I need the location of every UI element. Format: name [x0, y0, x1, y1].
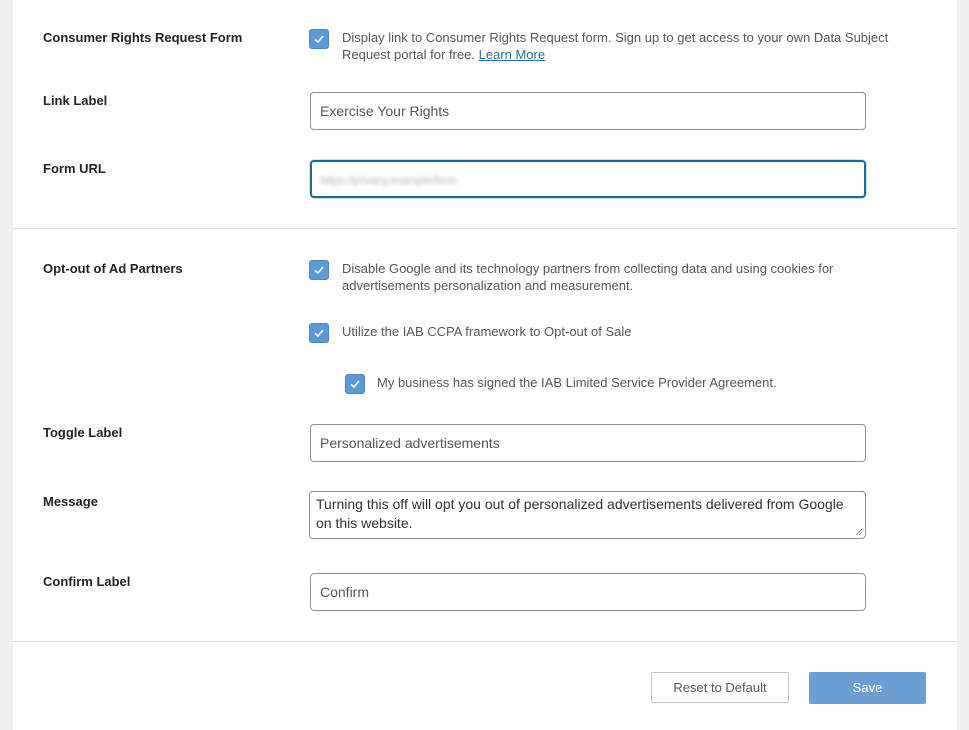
toggle-label-label: Toggle Label	[43, 425, 123, 440]
disable-google-text: Disable Google and its technology partners from collecting data and using cookies for advertisements personalization and measurement.	[342, 261, 834, 293]
section-divider	[13, 228, 957, 229]
iab-lspa-checkbox[interactable]	[345, 374, 365, 394]
message-textarea[interactable]	[309, 491, 866, 539]
message-label: Message	[43, 494, 98, 509]
toggle-label-input[interactable]: Personalized advertisements	[310, 424, 866, 462]
consumer-rights-label: Consumer Rights Request Form	[43, 30, 243, 45]
disable-google-checkbox[interactable]	[309, 260, 329, 280]
message-value: Turning this off will opt you out of personalized advertisements delivered from Google on this website.	[316, 496, 844, 531]
iab-ccpa-checkbox[interactable]	[309, 323, 329, 343]
confirm-label-label: Confirm Label	[43, 574, 131, 589]
learn-more-link[interactable]: Learn More	[478, 47, 546, 62]
checkmark-icon	[313, 327, 325, 339]
link-label-label: Link Label	[43, 93, 108, 108]
footer-divider	[13, 641, 957, 642]
form-url-input[interactable]	[310, 160, 866, 198]
reset-to-default-button[interactable]: Reset to Default	[651, 672, 789, 703]
iab-ccpa-text: Utilize the IAB CCPA framework to Opt-out of Sale	[342, 324, 632, 339]
form-url-label: Form URL	[43, 161, 106, 176]
resize-handle-icon[interactable]	[855, 528, 863, 536]
form-url-value: https://privacy.example/form	[320, 175, 457, 187]
opt-out-label: Opt-out of Ad Partners	[43, 261, 183, 276]
consumer-rights-description: Display link to Consumer Rights Request form. Sign up to get access to your own Data Subject Request portal for free.	[342, 30, 889, 62]
confirm-label-input[interactable]: Confirm	[310, 573, 866, 611]
consumer-rights-text	[342, 29, 912, 63]
checkmark-icon	[313, 33, 325, 45]
checkmark-icon	[313, 264, 325, 276]
link-label-input[interactable]: Exercise Your Rights	[310, 92, 866, 130]
iab-lspa-text: My business has signed the IAB Limited Service Provider Agreement.	[377, 375, 777, 390]
save-button[interactable]: Save	[809, 672, 926, 704]
checkmark-icon	[349, 378, 361, 390]
settings-panel	[13, 0, 957, 730]
consumer-rights-checkbox[interactable]	[309, 29, 329, 49]
